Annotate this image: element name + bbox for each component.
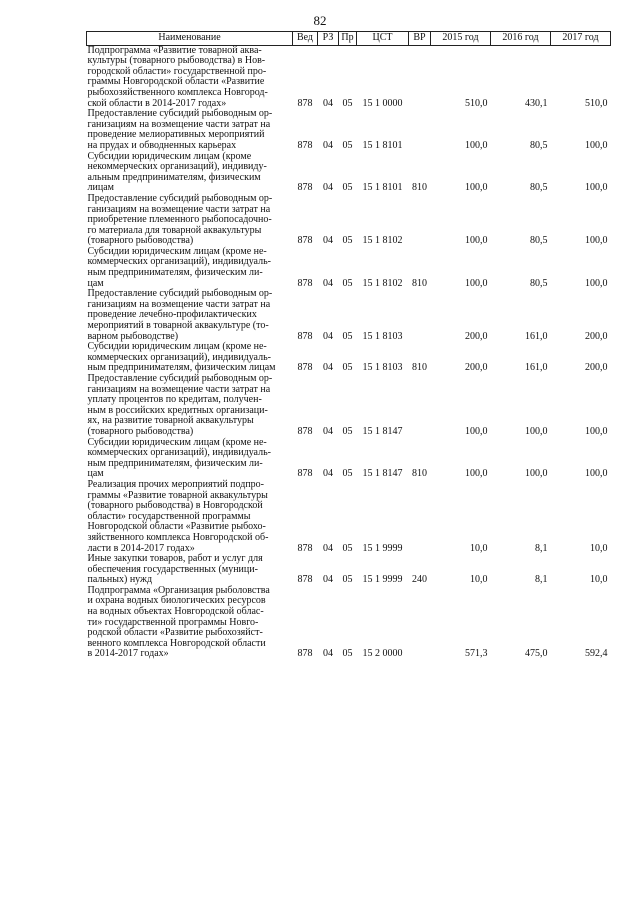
row-y2015-cell: 100,0 (465, 425, 488, 437)
table-row (87, 194, 611, 247)
row-cst-cell: 15 1 8102 (362, 235, 403, 247)
row-rz-cell: 04 (323, 97, 333, 109)
row-name-line: ской области в 2014-2017 годах» (87, 97, 227, 109)
row-name-line: (товарного рыбоводства) в Новгородской (87, 500, 263, 512)
row-ved-cell: 878 (297, 425, 313, 437)
row-y2015-cell: 100,0 (465, 182, 488, 194)
table-row (87, 289, 611, 342)
row-vr-cell (409, 289, 431, 342)
table-header-row (87, 32, 611, 46)
row-vr-cell: 240 (412, 574, 427, 586)
row-pr-cell: 05 (342, 330, 353, 342)
row-y2015-cell: 200,0 (465, 362, 488, 374)
row-y2017-cell: 100,0 (585, 425, 608, 437)
row-name-cell (87, 247, 293, 289)
row-pr-cell: 05 (342, 235, 353, 247)
row-name-line: (товарного рыбоводства) (87, 425, 194, 437)
row-ved-cell: 878 (297, 648, 313, 660)
row-name-line: альным предпринимателям, физическим (87, 171, 261, 183)
row-cst-cell: 15 1 8101 (362, 139, 403, 151)
page-number: 82 (313, 13, 327, 28)
row-rz-cell: 04 (323, 648, 333, 660)
row-y2016-cell: 80,5 (530, 235, 548, 247)
row-vr-cell: 810 (412, 277, 427, 289)
row-y2017-cell: 10,0 (590, 574, 608, 586)
row-name-line: Подпрограмма «Развитие товарной аква- (87, 44, 262, 56)
row-y2015-cell: 100,0 (465, 139, 488, 151)
row-ved-cell: 878 (297, 574, 313, 586)
row-cst-cell: 15 1 8147 (362, 468, 403, 480)
table-row (87, 554, 611, 586)
table-row (87, 45, 611, 109)
row-pr-cell: 05 (342, 182, 353, 194)
row-cst-cell: 15 1 8102 (362, 277, 403, 289)
row-rz-cell: 04 (323, 468, 333, 480)
row-cst-cell: 15 1 8147 (362, 425, 403, 437)
row-vr-cell: 810 (412, 468, 427, 480)
row-name-cell (87, 152, 293, 194)
row-name-cell (87, 554, 293, 586)
row-name-line: цам (87, 468, 104, 480)
row-name-line: Подпрограмма «Организация рыболовства (87, 584, 270, 596)
row-rz-cell: 04 (323, 235, 333, 247)
row-y2015-cell: 10,0 (470, 542, 488, 554)
row-name-line: коммерческих организаций), индивидуаль- (87, 351, 271, 363)
row-name-line: обеспечения государственных (муници- (87, 563, 258, 575)
row-y2016-cell: 161,0 (525, 330, 548, 342)
row-name-line: области» государственной программы (87, 510, 251, 522)
row-y2017-cell: 592,4 (585, 648, 608, 660)
row-name-line: ганизациям на возмещение части затрат на (87, 298, 271, 310)
row-name-cell (87, 480, 293, 554)
header-vr: ВР (409, 32, 431, 46)
row-vr-cell (409, 109, 431, 151)
row-ved-cell: 878 (297, 277, 313, 289)
row-name-line: Субсидии юридическим лицам (кроме не- (87, 436, 267, 448)
row-rz-cell: 04 (323, 277, 333, 289)
row-name-line: приобретение племенного рыбопосадочно- (87, 214, 272, 226)
row-y2017-cell: 200,0 (585, 330, 608, 342)
header-pr: Пр (339, 32, 357, 46)
row-name-cell (87, 374, 293, 438)
row-name-line: ганизациям на возмещение части затрат на (87, 383, 271, 395)
row-name-line: рыбохозяйственного комплекса Новгород- (87, 86, 268, 98)
row-name-line: и охрана водных биологических ресурсов (87, 595, 266, 607)
table-row (87, 342, 611, 374)
row-y2017-cell: 100,0 (585, 139, 608, 151)
row-y2015-cell: 100,0 (465, 468, 488, 480)
row-y2016-cell: 8,1 (535, 542, 548, 554)
row-name-line: го материала для товарной аквакультуры (87, 224, 262, 236)
row-y2016-cell: 100,0 (525, 425, 548, 437)
header-rz: РЗ (318, 32, 339, 46)
table-row (87, 109, 611, 151)
row-name-line: ным предпринимателям, физическим ли- (87, 457, 263, 469)
header-cst: ЦСТ (357, 32, 409, 46)
row-name-line: (товарного рыбоводства) (87, 235, 194, 247)
row-vr-cell (409, 374, 431, 438)
row-name-line: в 2014-2017 годах» (87, 648, 169, 660)
row-name-cell (87, 45, 293, 109)
row-name-cell (87, 438, 293, 480)
row-ved-cell: 878 (297, 182, 313, 194)
row-name-line: цам (87, 277, 104, 289)
row-name-line: варном рыбоводстве) (87, 330, 179, 342)
row-name-line: Предоставление субсидий рыбоводным ор- (87, 373, 273, 384)
table-row (87, 152, 611, 194)
header-2015: 2015 год (431, 32, 491, 46)
row-name-cell (87, 586, 293, 660)
row-pr-cell: 05 (342, 648, 353, 660)
row-y2016-cell: 100,0 (525, 468, 548, 480)
row-name-line: коммерческих организаций), индивидуаль- (87, 256, 271, 268)
row-y2017-cell: 510,0 (585, 97, 608, 109)
row-ved-cell: 878 (297, 139, 313, 151)
row-ved-cell: 878 (297, 468, 313, 480)
row-name-line: Иные закупки товаров, работ и услуг для (87, 553, 263, 565)
row-name-line: ласти в 2014-2017 годах» (87, 542, 195, 554)
row-ved-cell: 878 (297, 97, 313, 109)
row-name-line: на прудах и обводненных карьерах (87, 139, 237, 151)
row-pr-cell: 05 (342, 97, 353, 109)
row-pr-cell: 05 (342, 542, 353, 554)
row-y2016-cell: 430,1 (525, 97, 548, 109)
row-name-line: пальных) нужд (87, 574, 153, 586)
row-name-line: Новгородской области «Развитие рыбохо- (87, 521, 266, 533)
row-cst-cell: 15 1 0000 (362, 97, 403, 109)
row-y2016-cell: 80,5 (530, 139, 548, 151)
row-name-line: ным предпринимателям, физическим лицам (87, 362, 276, 374)
row-rz-cell: 04 (323, 182, 333, 194)
row-cst-cell: 15 1 8101 (362, 182, 403, 194)
row-name-cell (87, 194, 293, 247)
row-ved-cell: 878 (297, 362, 313, 374)
row-y2015-cell: 510,0 (465, 97, 488, 109)
row-y2016-cell: 475,0 (525, 648, 548, 660)
row-name-line: Субсидии юридическим лицам (кроме не- (87, 245, 267, 257)
row-cst-cell: 15 1 9999 (362, 542, 403, 554)
row-name-line: проведение мелиоративных мероприятий (87, 129, 265, 141)
row-name-line: граммы Новгородской области «Развитие (87, 76, 265, 88)
row-vr-cell: 810 (412, 182, 427, 194)
row-y2017-cell: 100,0 (585, 277, 608, 289)
row-y2017-cell: 100,0 (585, 468, 608, 480)
row-name-line: коммерческих организаций), индивидуаль- (87, 447, 271, 459)
row-y2015-cell: 200,0 (465, 330, 488, 342)
row-name-line: ти» государственной программы Новго- (87, 616, 259, 628)
row-name-line: венного комплекса Новгородской области (87, 637, 266, 649)
row-name-line: Субсидии юридическим лицам (кроме (87, 150, 252, 162)
row-name-cell (87, 342, 293, 374)
row-pr-cell: 05 (342, 362, 353, 374)
row-name-line: городской области» государственной про- (87, 65, 267, 77)
row-name-line: Предоставление субсидий рыбоводным ор- (87, 288, 273, 300)
header-2017: 2017 год (551, 32, 611, 46)
row-name-line: проведение лечебно-профилактических (87, 309, 257, 321)
row-pr-cell: 05 (342, 468, 353, 480)
row-name-line: ях, на развитие товарной аквакультуры (87, 415, 254, 427)
row-cst-cell: 15 1 8103 (362, 362, 403, 374)
row-name-cell (87, 109, 293, 151)
row-y2016-cell: 80,5 (530, 182, 548, 194)
row-cst-cell: 15 1 8103 (362, 330, 403, 342)
row-name-line: ганизациям на возмещение части затрат на (87, 118, 271, 130)
row-vr-cell (409, 45, 431, 109)
row-rz-cell: 04 (323, 362, 333, 374)
row-pr-cell: 05 (342, 425, 353, 437)
row-y2017-cell: 100,0 (585, 182, 608, 194)
row-ved-cell: 878 (297, 330, 313, 342)
table-row (87, 480, 611, 554)
row-name-line: ным предпринимателям, физическим ли- (87, 267, 263, 279)
row-name-line: зяйственного комплекса Новгородской об- (87, 531, 269, 543)
row-y2017-cell: 200,0 (585, 362, 608, 374)
row-name-line: Предоставление субсидий рыбоводным ор- (87, 108, 273, 120)
row-pr-cell: 05 (342, 574, 353, 586)
row-y2017-cell: 10,0 (590, 542, 608, 554)
row-ved-cell: 878 (297, 235, 313, 247)
row-vr-cell: 810 (412, 362, 427, 374)
table-row (87, 586, 611, 660)
row-name-line: мероприятий в товарной аквакультуре (то- (87, 320, 269, 332)
row-name-line: лицам (87, 182, 114, 194)
row-y2017-cell: 100,0 (585, 235, 608, 247)
header-2016: 2016 год (491, 32, 551, 46)
row-y2015-cell: 100,0 (465, 277, 488, 289)
row-y2015-cell: 100,0 (465, 235, 488, 247)
row-name-cell (87, 289, 293, 342)
row-y2016-cell: 80,5 (530, 277, 548, 289)
row-name-line: ным в российских кредитных организаци- (87, 404, 268, 416)
row-name-line: граммы «Развитие товарной аквакультуры (87, 489, 268, 501)
budget-table (86, 31, 611, 660)
header-ved: Вед (293, 32, 318, 46)
row-vr-cell (409, 586, 431, 660)
table-row (87, 438, 611, 480)
row-name-line: Предоставление субсидий рыбоводным ор- (87, 192, 273, 204)
row-y2015-cell: 10,0 (470, 574, 488, 586)
row-name-line: на водных объектах Новгородской облас- (87, 606, 264, 618)
table-row (87, 374, 611, 438)
row-vr-cell (409, 480, 431, 554)
row-name-line: некоммерческих организаций), индивиду- (87, 161, 267, 173)
row-rz-cell: 04 (323, 425, 333, 437)
row-pr-cell: 05 (342, 139, 353, 151)
row-rz-cell: 04 (323, 330, 333, 342)
header-name: Наименование (87, 32, 293, 46)
row-rz-cell: 04 (323, 139, 333, 151)
row-rz-cell: 04 (323, 574, 333, 586)
row-name-line: уплату процентов по кредитам, получен- (87, 394, 262, 406)
row-name-line: культуры (товарного рыбоводства) в Нов- (87, 55, 266, 67)
row-pr-cell: 05 (342, 277, 353, 289)
row-name-line: Субсидии юридическим лицам (кроме не- (87, 341, 267, 353)
row-rz-cell: 04 (323, 542, 333, 554)
row-y2015-cell: 571,3 (465, 648, 488, 660)
table-row (87, 247, 611, 289)
row-name-line: ганизациям на возмещение части затрат на (87, 203, 271, 215)
row-name-line: родской области «Развитие рыбохозяйст- (87, 627, 263, 639)
row-y2016-cell: 161,0 (525, 362, 548, 374)
table-body (87, 45, 611, 660)
row-y2016-cell: 8,1 (535, 574, 548, 586)
row-name-line: Реализация прочих мероприятий подпро- (87, 478, 264, 490)
row-vr-cell (409, 194, 431, 247)
row-ved-cell: 878 (297, 542, 313, 554)
row-cst-cell: 15 2 0000 (362, 648, 403, 660)
row-cst-cell: 15 1 9999 (362, 574, 403, 586)
